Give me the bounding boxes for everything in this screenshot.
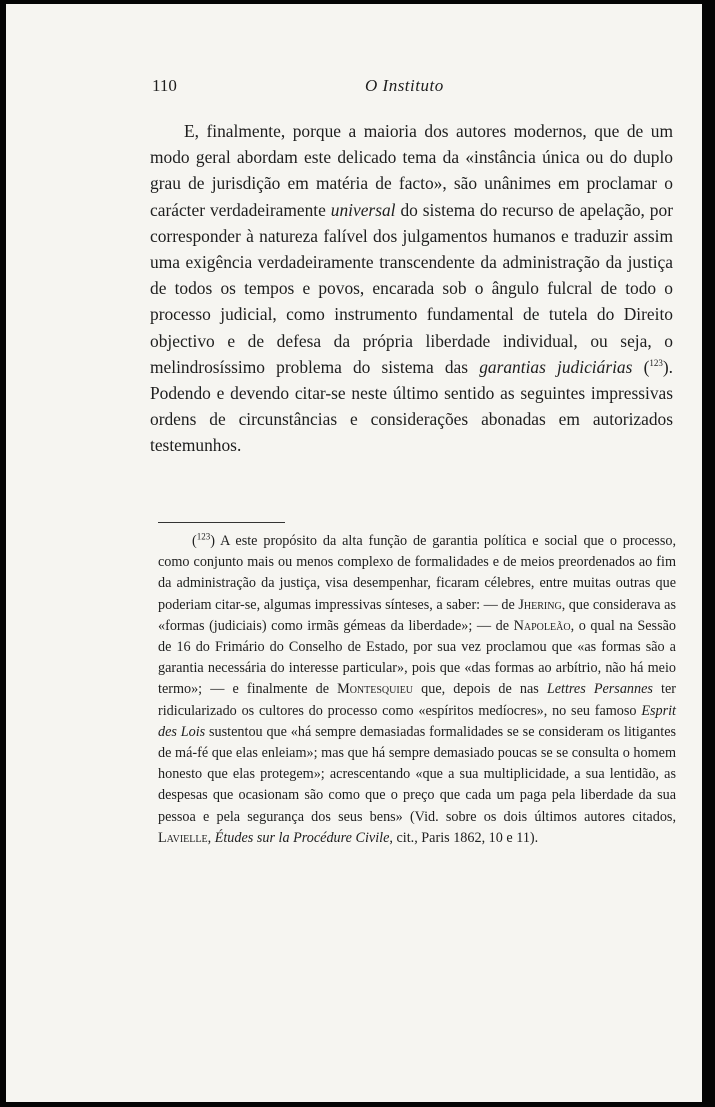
author-jhering: Jhering xyxy=(518,596,562,613)
body-text-1: E, finalmente, porque a maioria dos autores modernos, que de um modo geral abordam este delicado tema da «instância única ou do duplo grau de jurisdição em matéria de facto», são unânimes em proclamar o carácter verdadeiramente xyxy=(150,121,673,220)
footnote-reference[interactable]: ($^{123}$). xyxy=(643,356,673,377)
author-montesquieu: Montesquieu xyxy=(337,681,414,698)
running-head xyxy=(152,76,672,104)
page-number: 110 xyxy=(152,76,177,95)
author-lavielle: Lavielle xyxy=(158,829,208,846)
book-page xyxy=(6,4,702,1102)
body-text-2: do sistema do recurso de apelação, por corresponder à natureza falível dos julgamentos humanos e traduzir assim uma exigência verdadeiramente transcendente da administração da justiça de todos os tempos e povos, encarada sob o ângulo fulcral de todo o processo judicial, como instrumento fundamental de tutela do Direito objectivo e de defesa da própria liberdade individual, ou seja, o melindrosíssimo problema do sistema das xyxy=(150,199,673,377)
footnote-marker: ($^{123}$) xyxy=(192,531,215,549)
footnote: ($^{123}$) A este propósito da alta função de garantia política e social que o processo, como conjunto mais ou menos complexo de formalidades e de meios preordenados ao fim da administração da justiça, visa desempenhar, ficaram célebres, entre muitas outras que poderiam citar-se, algumas impressivas sínteses, a saber: — de Jhering, que considerava as «formas (judiciais) como irmãs gémeas da liberdade»; — de Napoleão, o qual na Sessão de 16 do Frimário do Conselho de Estado, por sua vez proclamou que «as formas são a garantia necessária do interesse particular», pois que «das formas ao arbítrio, não há meio termo»; — e finalmente de Montesquieu que, depois de nas Lettres Persannes ter ridicularizado os cultores do processo como «espíritos medíocres», no seu famoso Esprit des Lois sustentou que «há sempre demasiadas formalidades se se consideram os litigantes de má-fé que elas enleiam»; mas que há sempre demasiado poucas se se consulta o homem honesto que elas protegem»; acrescentando «que a sua multiplicidade, a sua lentidão, as despesas que ocasionam são como que o preço que cada um paga pela liberdade da sua pessoa e pela segurança dos seus bens» (Vid. sobre os dois últimos autores citados, Lavielle, Études sur la Procédure Civile, cit., Paris 1862, 10 e 11). xyxy=(158,531,677,846)
footnote-separator xyxy=(158,522,285,523)
emphasis-universal: universal xyxy=(330,199,396,220)
emphasis-garantias: garantias judiciárias xyxy=(479,356,633,377)
title-esprit-des-lois: Esprit des Lois xyxy=(158,702,676,740)
running-title: O Instituto xyxy=(365,76,444,95)
title-lettres-persannes: Lettres Persannes xyxy=(546,681,653,698)
author-napoleao: Napoleão xyxy=(513,617,571,634)
body-text-3: Podendo e devendo citar-se neste último sentido as seguintes impressivas ordens de circunstâncias e considerações abonadas em autorizados testemunhos. xyxy=(150,383,673,456)
title-etudes: Études sur la Procédure Civile xyxy=(214,829,390,846)
body-paragraph xyxy=(150,118,673,459)
